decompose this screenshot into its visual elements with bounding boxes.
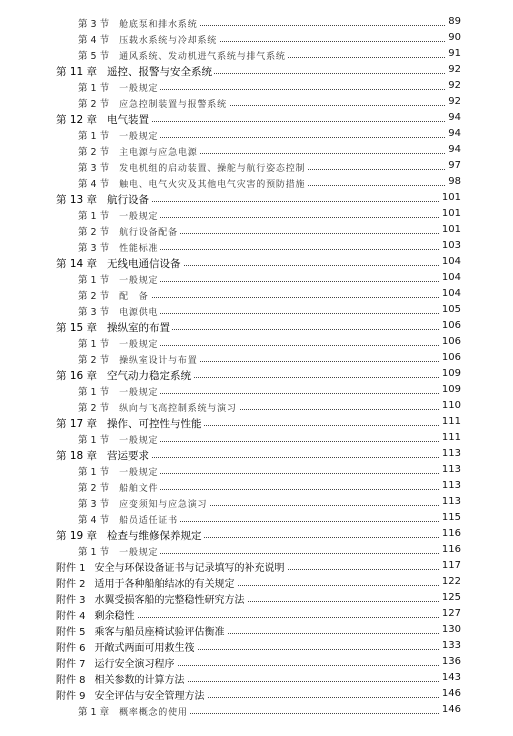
toc-chapter-row[interactable] bbox=[0, 110, 513, 126]
toc-entry-title: 空气动力稳定系统 bbox=[107, 370, 192, 382]
toc-page-number: 136 bbox=[440, 654, 461, 670]
toc-entry-number: 附件 4 bbox=[56, 611, 86, 622]
toc-appendix-row[interactable] bbox=[0, 654, 513, 670]
toc-entry-title: 一般规定 bbox=[119, 548, 159, 558]
toc-section-row[interactable] bbox=[0, 206, 513, 222]
toc-entry-title: 安全评估与安全管理方法 bbox=[94, 691, 205, 702]
toc-entry-title: 开敞式两面可用救生筏 bbox=[94, 643, 195, 654]
toc-section-row[interactable] bbox=[0, 30, 513, 46]
toc-page-number: 94 bbox=[446, 142, 461, 158]
toc-entry-number: 第 2 节 bbox=[78, 291, 110, 302]
toc-page-number: 92 bbox=[446, 94, 461, 110]
toc-page-number: 133 bbox=[440, 638, 461, 654]
toc-entry-title: 一般规定 bbox=[119, 340, 159, 350]
toc-entry-label bbox=[78, 478, 160, 494]
toc-entry-title: 乘客与船员座椅试验评估衡准 bbox=[94, 627, 225, 638]
toc-page-number: 117 bbox=[440, 558, 461, 574]
toc-entry-title: 一般规定 bbox=[119, 84, 159, 94]
toc-entry-title: 主电源与应急电源 bbox=[119, 148, 198, 158]
toc-section-row[interactable] bbox=[0, 350, 513, 366]
toc-entry-label bbox=[78, 126, 160, 142]
toc-page-number: 92 bbox=[446, 78, 461, 94]
toc-entry-number: 附件 9 bbox=[56, 691, 86, 702]
toc-entry-title: 操作、可控性与性能 bbox=[107, 418, 202, 430]
toc-chapter-row[interactable] bbox=[0, 254, 513, 270]
toc-entry-title: 剩余稳性 bbox=[94, 611, 135, 622]
toc-entry-title: 航行设备配备 bbox=[119, 228, 178, 238]
toc-page-number: 103 bbox=[440, 238, 461, 254]
toc-appendix-row[interactable] bbox=[0, 622, 513, 638]
toc-entry-title: 船员适任证书 bbox=[119, 516, 178, 526]
toc-entry-title: 配 备 bbox=[119, 292, 149, 302]
toc-entry-title: 安全与环保设备证书与记录填写的补充说明 bbox=[94, 563, 285, 574]
toc-entry-title: 应变须知与应急演习 bbox=[119, 500, 208, 510]
toc-entry-title: 纵向与飞高控制系统与演习 bbox=[119, 404, 237, 414]
toc-page-number: 113 bbox=[440, 446, 461, 462]
toc-entry-title: 一般规定 bbox=[119, 388, 159, 398]
toc-entry-number: 第 1 节 bbox=[78, 467, 110, 478]
toc-entry-label bbox=[78, 206, 160, 222]
toc-entry-title: 操纵室设计与布置 bbox=[119, 356, 198, 366]
toc-entry-title: 一般规定 bbox=[119, 468, 159, 478]
toc-appendix-row[interactable] bbox=[0, 638, 513, 654]
toc-entry-number: 附件 5 bbox=[56, 627, 86, 638]
toc-appendix-row[interactable] bbox=[0, 558, 513, 574]
toc-page-number: 101 bbox=[440, 222, 461, 238]
toc-entry-label bbox=[78, 430, 160, 446]
toc-entry-title: 概率概念的使用 bbox=[119, 708, 188, 718]
toc-entry-number: 第 1 节 bbox=[78, 387, 110, 398]
toc-entry-title: 电源供电 bbox=[119, 308, 159, 318]
toc-entry-label bbox=[56, 254, 183, 270]
toc-entry-number: 第 5 节 bbox=[78, 51, 110, 62]
toc-section-row[interactable] bbox=[0, 94, 513, 110]
toc-entry-title: 无线电通信设备 bbox=[107, 258, 181, 270]
toc-chapter-row[interactable] bbox=[0, 414, 513, 430]
toc-entry-label bbox=[78, 286, 151, 302]
toc-entry-label bbox=[78, 382, 160, 398]
toc-section-row[interactable] bbox=[0, 158, 513, 174]
toc-section-row[interactable] bbox=[0, 46, 513, 62]
toc-section-row[interactable] bbox=[0, 478, 513, 494]
toc-entry-label bbox=[78, 78, 160, 94]
toc-section-row[interactable] bbox=[0, 270, 513, 286]
table-of-contents bbox=[0, 14, 513, 718]
toc-entry-title: 性能标准 bbox=[119, 244, 159, 254]
toc-page-number: 90 bbox=[446, 30, 461, 46]
toc-page-number: 115 bbox=[440, 510, 461, 526]
toc-entry-number: 第 12 章 bbox=[56, 114, 98, 126]
toc-section-row[interactable] bbox=[0, 382, 513, 398]
toc-entry-label bbox=[78, 174, 307, 190]
toc-section-row[interactable] bbox=[0, 142, 513, 158]
toc-entry-number: 附件 2 bbox=[56, 579, 86, 590]
toc-page-number: 92 bbox=[446, 62, 461, 78]
toc-page-number: 116 bbox=[440, 542, 461, 558]
toc-page-number: 104 bbox=[440, 270, 461, 286]
toc-page-number: 122 bbox=[440, 574, 461, 590]
toc-entry-number: 第 17 章 bbox=[56, 418, 98, 430]
toc-entry-number: 第 11 章 bbox=[56, 66, 98, 78]
toc-page-number: 127 bbox=[440, 606, 461, 622]
toc-section-row[interactable] bbox=[0, 238, 513, 254]
toc-appendix-row[interactable] bbox=[0, 686, 513, 702]
toc-entry-number: 第 3 节 bbox=[78, 163, 110, 174]
toc-entry-title: 操纵室的布置 bbox=[107, 322, 171, 334]
toc-entry-title: 相关参数的计算方法 bbox=[94, 675, 185, 686]
toc-page-number: 143 bbox=[440, 670, 461, 686]
toc-page-number: 104 bbox=[440, 254, 461, 270]
toc-page-number: 111 bbox=[440, 414, 461, 430]
toc-entry-number: 附件 1 bbox=[56, 563, 86, 574]
toc-entry-label bbox=[56, 110, 151, 126]
toc-appendix-row[interactable] bbox=[0, 606, 513, 622]
toc-entry-label bbox=[78, 510, 180, 526]
toc-entry-number: 第 3 节 bbox=[78, 307, 110, 318]
toc-entry-label bbox=[56, 606, 137, 622]
toc-entry-number: 附件 7 bbox=[56, 659, 86, 670]
toc-entry-number: 第 1 节 bbox=[78, 211, 110, 222]
toc-page-number: 105 bbox=[440, 302, 461, 318]
toc-section-row[interactable] bbox=[0, 334, 513, 350]
toc-entry-number: 第 2 节 bbox=[78, 147, 110, 158]
toc-entry-title: 一般规定 bbox=[119, 276, 159, 286]
toc-section-row[interactable] bbox=[0, 286, 513, 302]
dot-leader bbox=[80, 617, 457, 618]
toc-entry-number: 附件 8 bbox=[56, 675, 86, 686]
toc-entry-label bbox=[56, 62, 214, 78]
toc-entry-number: 第 3 节 bbox=[78, 243, 110, 254]
toc-appendix-row[interactable] bbox=[0, 590, 513, 606]
toc-entry-label bbox=[78, 350, 200, 366]
toc-page-number: 113 bbox=[440, 462, 461, 478]
toc-entry-number: 第 1 节 bbox=[78, 131, 110, 142]
toc-page-number: 97 bbox=[446, 158, 461, 174]
toc-entry-label bbox=[56, 686, 207, 702]
toc-page-number: 94 bbox=[446, 110, 461, 126]
toc-entry-label bbox=[78, 398, 239, 414]
toc-entry-title: 应急控制装置与报警系统 bbox=[119, 100, 227, 110]
toc-entry-number: 第 13 章 bbox=[56, 194, 98, 206]
toc-entry-label bbox=[78, 94, 229, 110]
toc-entry-title: 适用于各种船舶结冰的有关规定 bbox=[94, 579, 235, 590]
toc-entry-title: 电气装置 bbox=[107, 114, 150, 126]
toc-page-number: 104 bbox=[440, 286, 461, 302]
toc-entry-number: 第 2 节 bbox=[78, 355, 110, 366]
toc-entry-number: 第 19 章 bbox=[56, 530, 98, 542]
toc-page-number: 110 bbox=[440, 398, 461, 414]
toc-entry-number: 第 1 节 bbox=[78, 339, 110, 350]
toc-page-number: 146 bbox=[440, 702, 461, 718]
toc-entry-label bbox=[78, 46, 288, 62]
toc-entry-label bbox=[56, 622, 227, 638]
toc-page-number: 116 bbox=[440, 526, 461, 542]
toc-entry-label bbox=[56, 526, 204, 542]
toc-entry-label bbox=[56, 366, 193, 382]
toc-entry-title: 船舶文件 bbox=[119, 484, 159, 494]
toc-page-number: 106 bbox=[440, 334, 461, 350]
toc-section-row[interactable] bbox=[0, 174, 513, 190]
toc-section-row[interactable] bbox=[0, 510, 513, 526]
toc-page-number: 109 bbox=[440, 382, 461, 398]
toc-section-row[interactable] bbox=[0, 78, 513, 94]
toc-entry-label bbox=[78, 222, 180, 238]
toc-entry-number: 第 1 节 bbox=[78, 547, 110, 558]
toc-entry-label bbox=[56, 414, 204, 430]
toc-entry-title: 触电、电气火灾及其他电气灾害的预防措施 bbox=[119, 180, 306, 190]
toc-section-row[interactable] bbox=[0, 126, 513, 142]
toc-page-number: 101 bbox=[440, 206, 461, 222]
toc-entry-title: 营运要求 bbox=[107, 450, 150, 462]
toc-page-number: 130 bbox=[440, 622, 461, 638]
toc-entry-number: 第 14 章 bbox=[56, 258, 98, 270]
toc-entry-number: 第 1 节 bbox=[78, 83, 110, 94]
toc-entry-number: 第 4 节 bbox=[78, 515, 110, 526]
toc-page-number: 91 bbox=[446, 46, 461, 62]
toc-entry-label bbox=[56, 558, 287, 574]
toc-entry-title: 通风系统、发动机进气系统与排气系统 bbox=[119, 52, 286, 62]
toc-entry-number: 附件 6 bbox=[56, 643, 86, 654]
toc-page-number: 125 bbox=[440, 590, 461, 606]
toc-entry-label bbox=[78, 334, 160, 350]
toc-entry-number: 第 2 节 bbox=[78, 483, 110, 494]
toc-entry-label bbox=[78, 158, 307, 174]
toc-entry-label bbox=[56, 318, 172, 334]
toc-page-number: 146 bbox=[440, 686, 461, 702]
toc-entry-number: 第 4 节 bbox=[78, 179, 110, 190]
toc-entry-title: 一般规定 bbox=[119, 212, 159, 222]
toc-entry-label bbox=[56, 590, 247, 606]
toc-entry-number: 第 2 节 bbox=[78, 403, 110, 414]
toc-entry-title: 检查与维修保养规定 bbox=[107, 530, 202, 542]
toc-page-number: 113 bbox=[440, 494, 461, 510]
toc-entry-title: 发电机组的启动装置、操舵与航行姿态控制 bbox=[119, 164, 306, 174]
toc-entry-label bbox=[78, 302, 160, 318]
toc-entry-number: 第 3 节 bbox=[78, 19, 110, 30]
toc-entry-label bbox=[56, 190, 151, 206]
toc-page-number: 98 bbox=[446, 174, 461, 190]
toc-entry-label bbox=[56, 654, 177, 670]
toc-entry-title: 遥控、报警与安全系统 bbox=[107, 66, 213, 78]
toc-entry-number: 第 16 章 bbox=[56, 370, 98, 382]
toc-entry-number: 第 2 节 bbox=[78, 227, 110, 238]
toc-page-number: 113 bbox=[440, 478, 461, 494]
toc-entry-label bbox=[78, 30, 219, 46]
toc-entry-label bbox=[56, 574, 237, 590]
toc-entry-title: 运行安全演习程序 bbox=[94, 659, 175, 670]
toc-entry-number: 第 3 节 bbox=[78, 499, 110, 510]
toc-entry-label bbox=[78, 270, 160, 286]
toc-entry-label bbox=[78, 142, 200, 158]
toc-entry-label bbox=[78, 702, 190, 718]
toc-entry-label bbox=[56, 446, 151, 462]
toc-page-number: 106 bbox=[440, 350, 461, 366]
toc-entry-title: 压载水系统与冷却系统 bbox=[119, 36, 218, 46]
toc-section-row[interactable] bbox=[0, 398, 513, 414]
toc-entry-title: 舱底泵和排水系统 bbox=[119, 20, 198, 30]
toc-entry-number: 第 4 节 bbox=[78, 35, 110, 46]
toc-entry-number: 第 15 章 bbox=[56, 322, 98, 334]
toc-page-number: 106 bbox=[440, 318, 461, 334]
toc-chapter-row[interactable] bbox=[0, 526, 513, 542]
toc-section-row[interactable] bbox=[0, 462, 513, 478]
toc-entry-label bbox=[78, 238, 160, 254]
toc-section-row[interactable] bbox=[0, 494, 513, 510]
toc-chapter-row[interactable] bbox=[0, 366, 513, 382]
toc-appendix-row[interactable] bbox=[0, 670, 513, 686]
toc-chapter-row[interactable] bbox=[0, 446, 513, 462]
toc-entry-number: 第 1 节 bbox=[78, 435, 110, 446]
toc-entry-label bbox=[78, 462, 160, 478]
toc-entry-number: 第 1 节 bbox=[78, 275, 110, 286]
toc-page-number: 109 bbox=[440, 366, 461, 382]
toc-section-row[interactable] bbox=[0, 14, 513, 30]
toc-entry-label bbox=[78, 494, 209, 510]
toc-section-row[interactable] bbox=[0, 542, 513, 558]
toc-entry-label bbox=[56, 638, 197, 654]
toc-section-row[interactable] bbox=[0, 430, 513, 446]
toc-entry-number: 第 1 章 bbox=[78, 707, 110, 718]
toc-page-number: 101 bbox=[440, 190, 461, 206]
toc-chapter-row[interactable] bbox=[0, 318, 513, 334]
toc-entry-title: 航行设备 bbox=[107, 194, 150, 206]
toc-entry-title: 一般规定 bbox=[119, 436, 159, 446]
toc-page-number: 89 bbox=[446, 14, 461, 30]
toc-entry-number: 附件 3 bbox=[56, 595, 86, 606]
toc-entry-title: 水翼受损客船的完整稳性研究方法 bbox=[94, 595, 245, 606]
toc-page-number: 94 bbox=[446, 126, 461, 142]
toc-entry-label bbox=[56, 670, 187, 686]
toc-entry-number: 第 18 章 bbox=[56, 450, 98, 462]
toc-entry-label bbox=[78, 542, 160, 558]
toc-entry-number: 第 2 节 bbox=[78, 99, 110, 110]
toc-entry-title: 一般规定 bbox=[119, 132, 159, 142]
toc-entry-label bbox=[78, 14, 200, 30]
toc-page-number: 111 bbox=[440, 430, 461, 446]
toc-section-row[interactable] bbox=[0, 302, 513, 318]
toc-section-row[interactable] bbox=[0, 222, 513, 238]
